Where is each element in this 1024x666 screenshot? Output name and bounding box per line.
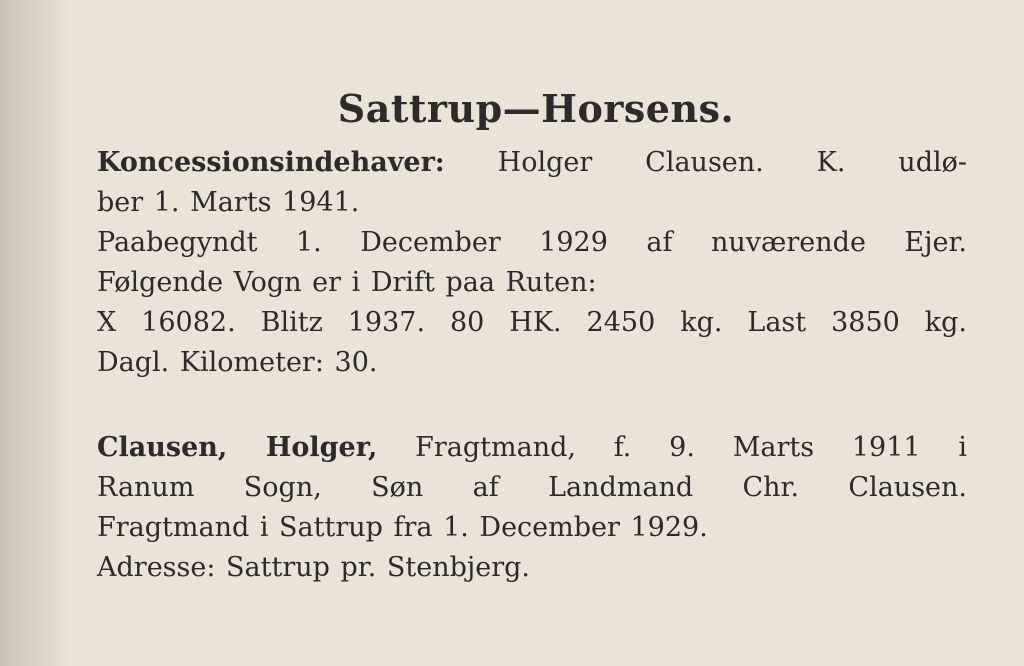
person-line-2: Ranum Sogn, Søn af Landmand Chr. Clausen. bbox=[97, 472, 967, 503]
concession-label: Koncessionsindehaver: bbox=[97, 147, 445, 178]
concession-line-3: Paabegyndt 1. December 1929 af nuværende Ejer. bbox=[97, 227, 967, 258]
concession-line-1 bbox=[97, 143, 967, 183]
person-occupation: Fragtmand, f. 9. Marts 1911 i bbox=[377, 432, 967, 463]
person-line-3: Fragtmand i Sattrup fra 1. December 1929. bbox=[97, 512, 708, 543]
concession-line-2: ber 1. Marts 1941. bbox=[97, 187, 360, 218]
person-name: Clausen, Holger, bbox=[97, 432, 378, 463]
person-line-1 bbox=[97, 428, 967, 468]
concession-line-4: Følgende Vogn er i Drift paa Ruten: bbox=[97, 267, 597, 298]
concession-line-5: X 16082. Blitz 1937. 80 HK. 2450 kg. Last 3850 kg. bbox=[97, 307, 967, 338]
concession-holder: Holger Clausen. K. udlø- bbox=[444, 147, 967, 178]
person-line-4: Adresse: Sattrup pr. Stenbjerg. bbox=[97, 552, 531, 583]
page-title: Sattrup—Horsens. bbox=[337, 86, 735, 131]
person-paragraph bbox=[97, 428, 967, 588]
concession-paragraph bbox=[97, 143, 967, 383]
concession-line-6: Dagl. Kilometer: 30. bbox=[97, 347, 378, 378]
